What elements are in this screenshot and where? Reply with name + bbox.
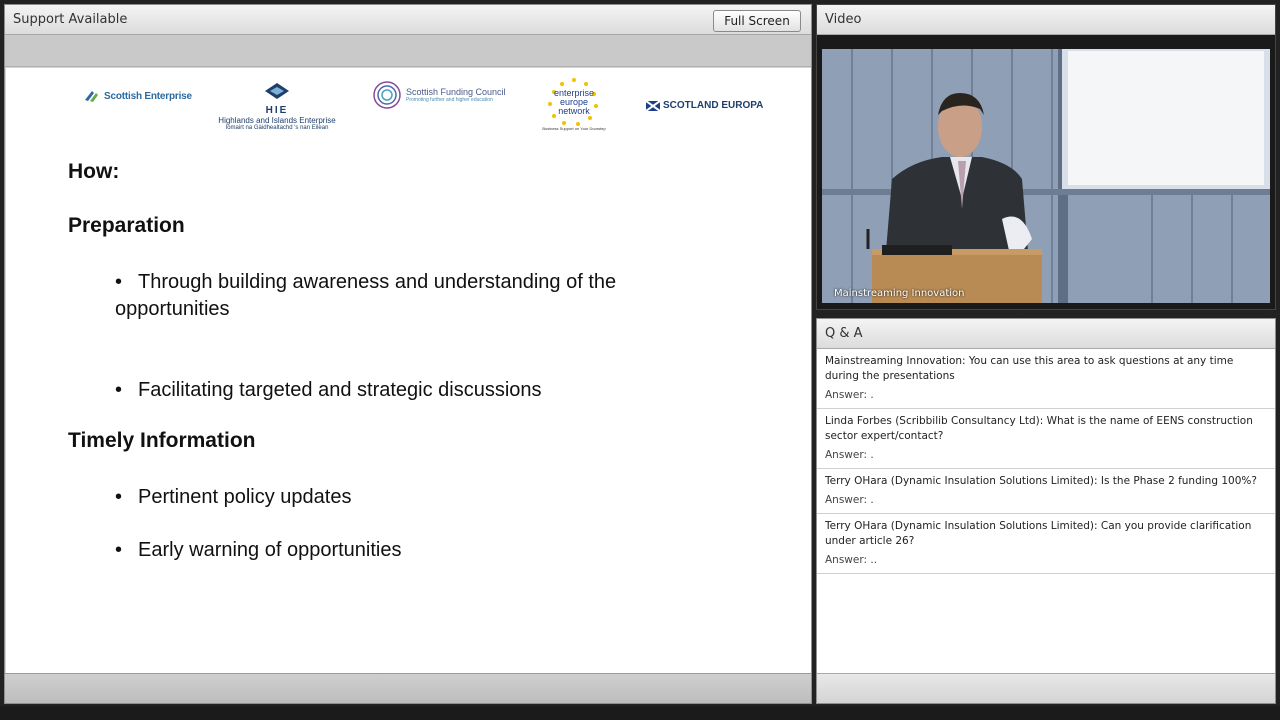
video-panel (816, 4, 1276, 310)
qa-question: Terry OHara (Dynamic Insulation Solutions Limited): Can you provide clarification under article 26? (825, 520, 1252, 547)
sfc-tag: Promoting further and higher education (406, 97, 493, 103)
bottom-bar (0, 706, 1280, 720)
slide (6, 68, 811, 673)
qa-item (817, 514, 1275, 574)
presentation-panel (4, 4, 812, 704)
een-stars-icon (542, 76, 606, 130)
bullet-item (115, 537, 735, 564)
hie-name: Highlands and Islands Enterprise (218, 116, 336, 125)
full-screen-button[interactable]: Full Screen (713, 10, 801, 32)
sfc-logo (372, 80, 506, 110)
video-caption: Mainstreaming Innovation (834, 288, 965, 299)
qa-answer: Answer: . (825, 449, 874, 461)
qa-answer: Answer: . (825, 389, 874, 401)
scottish-enterprise-mark-icon (84, 88, 100, 104)
bullet-dot: • (115, 379, 123, 401)
hie-gaelic: Iomairt na Gàidhealtachd 's nan Eilean (225, 125, 329, 131)
svg-text:europe: europe (559, 97, 589, 107)
right-column (816, 4, 1276, 704)
bullet-dot: • (115, 539, 123, 561)
qa-question: Linda Forbes (Scribbilib Consultancy Ltd): What is the name of EENS construction sector expert/contact? (825, 415, 1253, 442)
qa-item (817, 469, 1275, 514)
bullet-item (115, 484, 735, 511)
video-player[interactable] (822, 49, 1270, 303)
heading-preparation: Preparation (68, 214, 185, 237)
qa-footer (817, 673, 1275, 703)
scottish-enterprise-logo (84, 88, 192, 104)
presentation-header (5, 5, 811, 35)
qa-item (817, 409, 1275, 469)
qa-list (817, 349, 1275, 574)
video-frame-image (822, 49, 1270, 303)
bullet-dot: • (115, 486, 123, 508)
scotland-europa-text: SCOTLAND EUROPA (663, 100, 764, 111)
een-tag: Business Support on Your Doorstep (542, 126, 606, 131)
qa-title: Q & A (825, 326, 863, 341)
hie-mark-icon (264, 82, 290, 100)
sfc-swirl-icon (372, 80, 402, 110)
bullet-text: Pertinent policy updates (138, 486, 352, 508)
qa-question: Mainstreaming Innovation: You can use this area to ask questions at any time during the presentations (825, 355, 1234, 382)
een-logo (538, 76, 610, 131)
hie-code: HIE (265, 105, 289, 116)
bullet-dot: • (115, 271, 123, 293)
qa-answer: Answer: .. (825, 554, 878, 566)
bullet-text: Through building awareness and understanding of the (138, 271, 617, 293)
bullet-text: Early warning of opportunities (138, 539, 402, 561)
svg-text:enterprise: enterprise (553, 88, 595, 98)
qa-header (817, 319, 1275, 349)
bullet-item (115, 269, 735, 323)
video-header (817, 5, 1275, 35)
qa-answer: Answer: . (825, 494, 874, 506)
qa-panel (816, 318, 1276, 704)
bullet-item (115, 377, 735, 404)
qa-item (817, 349, 1275, 409)
sfc-name: Scottish Funding Council (406, 87, 506, 97)
presentation-title: Support Available (13, 12, 128, 27)
presentation-footer (5, 673, 811, 703)
bullet-text: Facilitating targeted and strategic discussions (138, 379, 542, 401)
hie-logo (214, 82, 340, 131)
saltire-icon (646, 101, 660, 111)
heading-how: How: (68, 160, 120, 183)
scottish-enterprise-text: Scottish Enterprise (104, 90, 192, 102)
presentation-toolbar (5, 35, 811, 67)
svg-text:network: network (558, 106, 590, 116)
heading-timely-information: Timely Information (68, 429, 256, 452)
bullet-text-continued: opportunities (115, 298, 230, 320)
qa-question: Terry OHara (Dynamic Insulation Solutions Limited): Is the Phase 2 funding 100%? (825, 475, 1257, 487)
scotland-europa-logo (646, 100, 763, 111)
video-title: Video (825, 12, 862, 27)
